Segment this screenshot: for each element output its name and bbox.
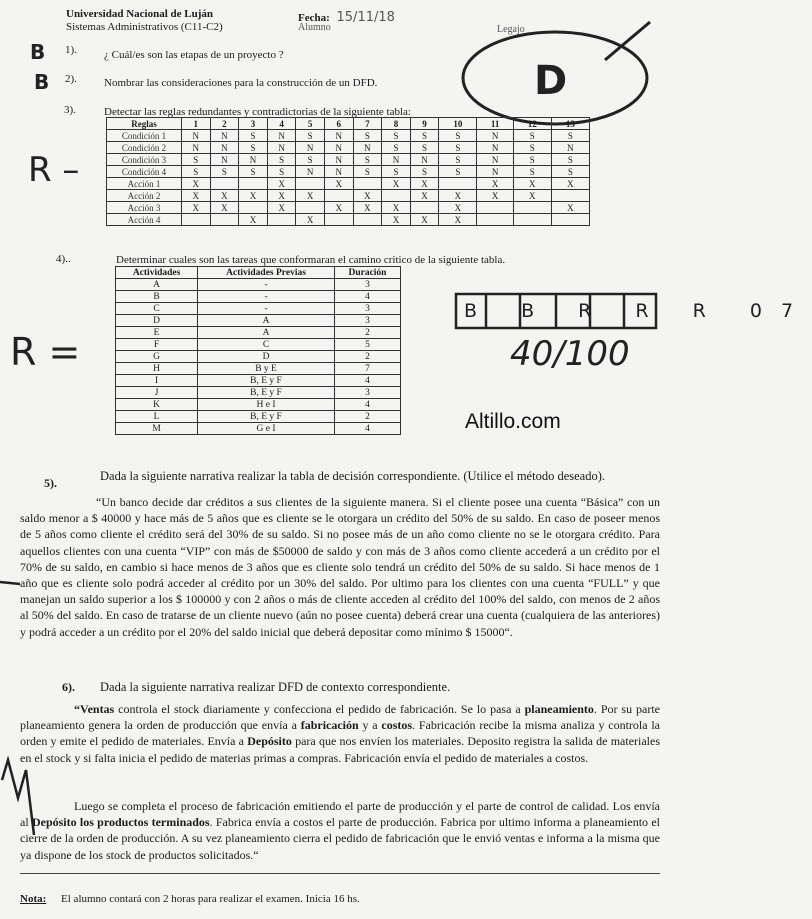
activities-cell: B, E y F bbox=[198, 411, 335, 423]
rules-cell: X bbox=[353, 190, 382, 202]
rules-row-label: Condición 4 bbox=[107, 166, 182, 178]
rules-cell: S bbox=[410, 130, 439, 142]
fecha-label: Fecha: bbox=[298, 12, 330, 24]
rules-table-header-row bbox=[107, 118, 590, 130]
rules-cell: N bbox=[477, 154, 513, 166]
rules-cell: X bbox=[439, 214, 477, 226]
rules-row bbox=[107, 130, 590, 142]
summary-boxes-text: B B R R R 07 bbox=[464, 300, 812, 322]
activities-row bbox=[116, 351, 401, 363]
rules-cell: N bbox=[353, 142, 382, 154]
q4-handwritten-mark: R = bbox=[10, 330, 81, 374]
activities-row bbox=[116, 411, 401, 423]
rules-cell: N bbox=[382, 154, 411, 166]
activities-row bbox=[116, 327, 401, 339]
rules-row bbox=[107, 154, 590, 166]
handwritten-score: 40/100 bbox=[510, 334, 630, 374]
activities-row bbox=[116, 303, 401, 315]
rules-cell bbox=[182, 214, 211, 226]
rules-row-label: Condición 2 bbox=[107, 142, 182, 154]
activities-cell: 7 bbox=[334, 363, 400, 375]
activities-table-body bbox=[116, 279, 401, 435]
rules-cell: X bbox=[267, 202, 296, 214]
rules-cell: S bbox=[439, 166, 477, 178]
q4-text: Determinar cuales son las tareas que conformaran el camino critico de la siguiente tabla. bbox=[116, 254, 506, 266]
q6-term-planeamiento: planeamiento bbox=[524, 702, 594, 716]
rules-cell bbox=[551, 214, 589, 226]
rules-cell: S bbox=[239, 166, 268, 178]
rules-header-cell: 11 bbox=[477, 118, 513, 130]
rules-cell: N bbox=[267, 130, 296, 142]
rules-cell: N bbox=[210, 154, 239, 166]
rules-cell: S bbox=[551, 166, 589, 178]
q1-number: 1). bbox=[65, 44, 77, 56]
q3-number: 3). bbox=[64, 104, 76, 116]
activities-cell: 4 bbox=[334, 375, 400, 387]
rules-cell: X bbox=[182, 178, 211, 190]
rules-cell: S bbox=[239, 142, 268, 154]
activities-cell: A bbox=[116, 279, 198, 291]
activities-row bbox=[116, 315, 401, 327]
activities-cell: 3 bbox=[334, 315, 400, 327]
rules-cell: S bbox=[353, 166, 382, 178]
activities-cell: 4 bbox=[334, 423, 400, 435]
rules-cell: S bbox=[182, 166, 211, 178]
rules-cell bbox=[324, 190, 353, 202]
rules-cell: S bbox=[267, 166, 296, 178]
rules-cell: X bbox=[410, 178, 439, 190]
rules-cell: X bbox=[324, 202, 353, 214]
activities-row bbox=[116, 375, 401, 387]
rules-cell: N bbox=[477, 142, 513, 154]
rules-cell: X bbox=[267, 178, 296, 190]
rules-cell: S bbox=[353, 130, 382, 142]
rules-cell: N bbox=[182, 130, 211, 142]
q5-margin-mark bbox=[0, 560, 30, 620]
rules-cell: S bbox=[267, 154, 296, 166]
activities-table bbox=[115, 266, 401, 435]
rules-cell: X bbox=[324, 178, 353, 190]
rules-cell: X bbox=[477, 190, 513, 202]
activities-cell: B, E y F bbox=[198, 375, 335, 387]
rules-cell: S bbox=[439, 154, 477, 166]
q3-handwritten-mark: R – bbox=[28, 150, 80, 190]
activities-header-cell: Actividades bbox=[116, 267, 198, 279]
rules-cell bbox=[477, 214, 513, 226]
rules-cell: X bbox=[551, 202, 589, 214]
rules-cell: S bbox=[513, 142, 551, 154]
rules-header-cell: 7 bbox=[353, 118, 382, 130]
rules-cell: X bbox=[513, 178, 551, 190]
activities-row bbox=[116, 423, 401, 435]
rules-cell bbox=[382, 190, 411, 202]
rules-cell: X bbox=[551, 178, 589, 190]
rules-cell: X bbox=[267, 190, 296, 202]
rules-cell: S bbox=[382, 142, 411, 154]
activities-cell: A bbox=[198, 315, 335, 327]
grade-letter: D bbox=[534, 58, 568, 104]
rules-cell: X bbox=[382, 202, 411, 214]
activities-row bbox=[116, 363, 401, 375]
rules-header-cell: 13 bbox=[551, 118, 589, 130]
rules-cell: N bbox=[477, 166, 513, 178]
activities-cell: B, E y F bbox=[198, 387, 335, 399]
q6-p1-text-2: . Por su parte planeamiento genera la orden de producción que envía a bbox=[20, 702, 660, 733]
q6-number: 6). bbox=[62, 680, 75, 694]
q4-number: 4).. bbox=[56, 253, 71, 265]
activities-cell: 4 bbox=[334, 291, 400, 303]
activities-cell: 2 bbox=[334, 411, 400, 423]
q6-term-deposito: Depósito bbox=[247, 734, 292, 749]
rules-cell bbox=[239, 178, 268, 190]
rules-cell bbox=[210, 214, 239, 226]
activities-cell: H bbox=[116, 363, 198, 375]
q6-term-deposito-productos: Depósito los productos terminados bbox=[31, 815, 210, 830]
rules-cell: S bbox=[439, 130, 477, 142]
activities-cell: F bbox=[116, 339, 198, 351]
rules-cell bbox=[477, 202, 513, 214]
rules-header-cell: 5 bbox=[296, 118, 325, 130]
rules-cell: N bbox=[324, 142, 353, 154]
activities-cell: 4 bbox=[334, 399, 400, 411]
rules-row-label: Acción 1 bbox=[107, 178, 182, 190]
rules-row bbox=[107, 190, 590, 202]
rules-cell: N bbox=[210, 130, 239, 142]
activities-cell: 2 bbox=[334, 327, 400, 339]
activities-cell: 5 bbox=[334, 339, 400, 351]
activities-row bbox=[116, 387, 401, 399]
q5-margin-stroke bbox=[0, 582, 20, 584]
rules-header-cell: 3 bbox=[239, 118, 268, 130]
rules-row bbox=[107, 202, 590, 214]
rules-row bbox=[107, 178, 590, 190]
q6-p1-text-1: controla el stock diariamente y confecciona el pedido de fabricación. Se lo pasa a bbox=[114, 702, 525, 716]
q6-term-ventas: “Ventas bbox=[74, 702, 115, 716]
rules-cell: S bbox=[382, 166, 411, 178]
rules-cell: N bbox=[239, 154, 268, 166]
rules-cell: X bbox=[410, 190, 439, 202]
activities-cell: D bbox=[116, 315, 198, 327]
rules-cell: S bbox=[353, 154, 382, 166]
rules-cell bbox=[551, 190, 589, 202]
q6-term-fabricacion: fabricación bbox=[300, 718, 359, 733]
q3-text: Detectar las reglas redundantes y contradictorias de la siguiente tabla: bbox=[104, 106, 411, 118]
q2-handwritten-mark: B bbox=[34, 70, 50, 94]
university-name: Universidad Nacional de Luján bbox=[66, 8, 213, 20]
rules-row-label: Acción 3 bbox=[107, 202, 182, 214]
footer-note bbox=[20, 893, 360, 905]
activities-cell: K bbox=[116, 399, 198, 411]
activities-cell: I bbox=[116, 375, 198, 387]
rules-cell bbox=[513, 214, 551, 226]
rules-cell: N bbox=[477, 130, 513, 142]
activities-cell: 3 bbox=[334, 279, 400, 291]
q6-p1-text-4: . Fabricación recibe la misma analiza y controla la orden y emite el pedido de materiales. Envía a bbox=[20, 718, 661, 749]
rules-cell: X bbox=[296, 190, 325, 202]
rules-cell bbox=[267, 214, 296, 226]
activities-cell: B bbox=[116, 291, 198, 303]
activities-row bbox=[116, 291, 401, 303]
rules-cell: X bbox=[296, 214, 325, 226]
q6-p2-text-1: Luego se completa el proceso de fabricación emitiendo el parte de producción y el parte de control de calidad. Los envía al bbox=[20, 799, 660, 830]
activities-cell: D bbox=[198, 351, 335, 363]
rules-cell bbox=[324, 214, 353, 226]
activities-cell: A bbox=[198, 327, 335, 339]
activities-header-cell: Actividades Previas bbox=[198, 267, 335, 279]
rules-cell: X bbox=[210, 202, 239, 214]
rules-header-cell: 1 bbox=[182, 118, 211, 130]
rules-header-cell: Reglas bbox=[107, 118, 182, 130]
nota-label: Nota: bbox=[20, 893, 47, 905]
rules-cell: N bbox=[551, 142, 589, 154]
rules-table-body bbox=[107, 130, 590, 226]
rules-row bbox=[107, 214, 590, 226]
rules-header-cell: 9 bbox=[410, 118, 439, 130]
rules-cell bbox=[439, 178, 477, 190]
rules-header-cell: 10 bbox=[439, 118, 477, 130]
rules-table bbox=[106, 117, 590, 226]
rules-cell: N bbox=[324, 154, 353, 166]
rules-header-cell: 6 bbox=[324, 118, 353, 130]
rules-cell: S bbox=[410, 142, 439, 154]
q1-handwritten-mark: B bbox=[30, 40, 46, 64]
q6-paragraph-1 bbox=[20, 701, 660, 766]
q6-p1-text-3: y a bbox=[358, 718, 382, 733]
activities-cell: - bbox=[198, 279, 335, 291]
activities-cell: - bbox=[198, 291, 335, 303]
rules-header-cell: 12 bbox=[513, 118, 551, 130]
rules-cell bbox=[296, 202, 325, 214]
rules-cell: S bbox=[513, 154, 551, 166]
activities-cell: G e I bbox=[198, 423, 335, 435]
rules-row bbox=[107, 142, 590, 154]
activities-header-cell: Duración bbox=[334, 267, 400, 279]
activities-cell: H e I bbox=[198, 399, 335, 411]
rules-cell: N bbox=[324, 166, 353, 178]
activities-cell: E bbox=[116, 327, 198, 339]
rules-cell: N bbox=[182, 142, 211, 154]
rules-row-label: Condición 1 bbox=[107, 130, 182, 142]
rules-cell bbox=[353, 214, 382, 226]
rules-cell: X bbox=[239, 214, 268, 226]
rules-cell bbox=[296, 178, 325, 190]
rules-cell: N bbox=[410, 154, 439, 166]
rules-cell: S bbox=[513, 130, 551, 142]
rules-cell bbox=[353, 178, 382, 190]
q6-p1-text-5: para que nos envíen los materiales. Deposito registra la salida de materiales en el stock y si falta inicia el pedido de materias primas a compras. Fabricación envía el pedido de materiales a costos. bbox=[20, 734, 661, 765]
rules-cell: S bbox=[551, 130, 589, 142]
activities-row bbox=[116, 399, 401, 411]
rules-cell: X bbox=[439, 202, 477, 214]
q1-text: ¿ Cuál/es son las etapas de un proyecto ? bbox=[104, 49, 284, 61]
rules-cell: X bbox=[439, 190, 477, 202]
rules-row-label: Condición 3 bbox=[107, 154, 182, 166]
q6-p2-text-2: . Fabrica envía a costos el parte de producción. Fabrica por ultimo informa a planeamiento el cierre de la orden de producción. A su vez planeamiento cierra el pedido de fabricación que le envió ventas e informa a la misma que ya dispone de los stock de productos solicitados.“ bbox=[20, 815, 660, 862]
rules-cell: S bbox=[239, 130, 268, 142]
rules-cell: S bbox=[439, 142, 477, 154]
rules-cell: N bbox=[296, 142, 325, 154]
rules-cell: X bbox=[239, 190, 268, 202]
rules-header-cell: 2 bbox=[210, 118, 239, 130]
rules-cell: S bbox=[382, 130, 411, 142]
course-name: Sistemas Administrativos (C11-C2) bbox=[66, 21, 223, 33]
rules-header-cell: 8 bbox=[382, 118, 411, 130]
rules-cell: S bbox=[296, 130, 325, 142]
activities-cell: - bbox=[198, 303, 335, 315]
rules-cell: X bbox=[182, 202, 211, 214]
rules-cell: X bbox=[182, 190, 211, 202]
rules-row-label: Acción 4 bbox=[107, 214, 182, 226]
activities-row bbox=[116, 279, 401, 291]
activities-table-header-row bbox=[116, 267, 401, 279]
q6-margin-mark bbox=[0, 740, 40, 850]
rules-cell: X bbox=[353, 202, 382, 214]
activities-cell: 2 bbox=[334, 351, 400, 363]
fecha-value: 15/11/18 bbox=[336, 10, 395, 25]
activities-cell: C bbox=[116, 303, 198, 315]
rules-cell: N bbox=[296, 166, 325, 178]
legajo-label: Legajo bbox=[497, 24, 525, 35]
activities-row bbox=[116, 339, 401, 351]
activities-cell: 3 bbox=[334, 387, 400, 399]
rules-header-cell: 4 bbox=[267, 118, 296, 130]
nota-text: El alumno contará con 2 horas para realizar el examen. Inicia 16 hs. bbox=[61, 893, 360, 905]
activities-cell: 3 bbox=[334, 303, 400, 315]
rules-cell bbox=[239, 202, 268, 214]
rules-cell: S bbox=[210, 166, 239, 178]
q6-text: Dada la siguiente narrativa realizar DFD de contexto correspondiente. bbox=[100, 680, 451, 694]
rules-cell: X bbox=[382, 178, 411, 190]
rules-cell bbox=[210, 178, 239, 190]
rules-cell bbox=[513, 202, 551, 214]
activities-cell: L bbox=[116, 411, 198, 423]
q6-paragraph-2 bbox=[20, 798, 660, 863]
activities-cell: B y E bbox=[198, 363, 335, 375]
rules-cell: N bbox=[267, 142, 296, 154]
rules-cell bbox=[410, 202, 439, 214]
q2-text: Nombrar las consideraciones para la construcción de un DFD. bbox=[104, 77, 378, 89]
activities-cell: M bbox=[116, 423, 198, 435]
q5-text: Dada la siguiente narrativa realizar la tabla de decisión correspondiente. (Utilice el método deseado). bbox=[100, 469, 605, 483]
q2-number: 2). bbox=[65, 73, 77, 85]
rules-cell: S bbox=[551, 154, 589, 166]
q5-narrative: “Un banco decide dar créditos a sus clientes de la siguiente manera. Si el cliente posee una cuenta “Básica” con un saldo menor a $ 40000 y hace más de 5 años que es cliente se le otorgara un crédito del 50% de su saldo. En caso de poseer menos de 5 años como cliente el crédito será del 30% de su saldo. Si no posee más de un año como cliente no se le otorgara crédito. Para aquellos clientes con una cuenta “VIP” con más de $50000 de saldo y con más de 3 años como cliente accederá a un crédito por el 70% de su saldo, en cambio si hace menos de 3 años que es cliente solo tendrá un crédito del 50% de su saldo. Si hace menos de 1 año que es cliente solo podrá acceder al crédito por un 30% del saldo. Por ultimo para los clientes con una cuenta “FULL” y que manejan un saldo superior a los $ 100000 y con 2 años o más de cliente acceden al crédito del 100% del saldo, con menos de 2 años al 50% del saldo. En caso de tratarse de un cliente nuevo (aún no posee cuenta) deberá crear una cuenta (cualquiera de las anteriores) y podrá acceder a un crédito por el 20% del saldo inicial que deberá depositar como mínimo $ 15000“. bbox=[20, 495, 660, 639]
rules-cell: N bbox=[324, 130, 353, 142]
activities-cell: J bbox=[116, 387, 198, 399]
activities-cell: C bbox=[198, 339, 335, 351]
q5-number: 5). bbox=[44, 476, 57, 490]
watermark: Altillo.com bbox=[465, 410, 561, 433]
q6-term-costos: costos bbox=[381, 718, 413, 733]
rules-row-label: Acción 2 bbox=[107, 190, 182, 202]
activities-cell: G bbox=[116, 351, 198, 363]
rules-cell: X bbox=[513, 190, 551, 202]
rules-cell: X bbox=[477, 178, 513, 190]
footer-divider bbox=[20, 873, 660, 874]
rules-cell: S bbox=[410, 166, 439, 178]
alumno-label: Alumno bbox=[298, 22, 331, 33]
rules-row bbox=[107, 166, 590, 178]
rules-cell: S bbox=[296, 154, 325, 166]
rules-cell: N bbox=[210, 142, 239, 154]
rules-cell: X bbox=[410, 214, 439, 226]
rules-cell: S bbox=[513, 166, 551, 178]
rules-cell: S bbox=[182, 154, 211, 166]
rules-cell: X bbox=[210, 190, 239, 202]
q6-margin-stroke bbox=[2, 760, 34, 835]
rules-cell: X bbox=[382, 214, 411, 226]
